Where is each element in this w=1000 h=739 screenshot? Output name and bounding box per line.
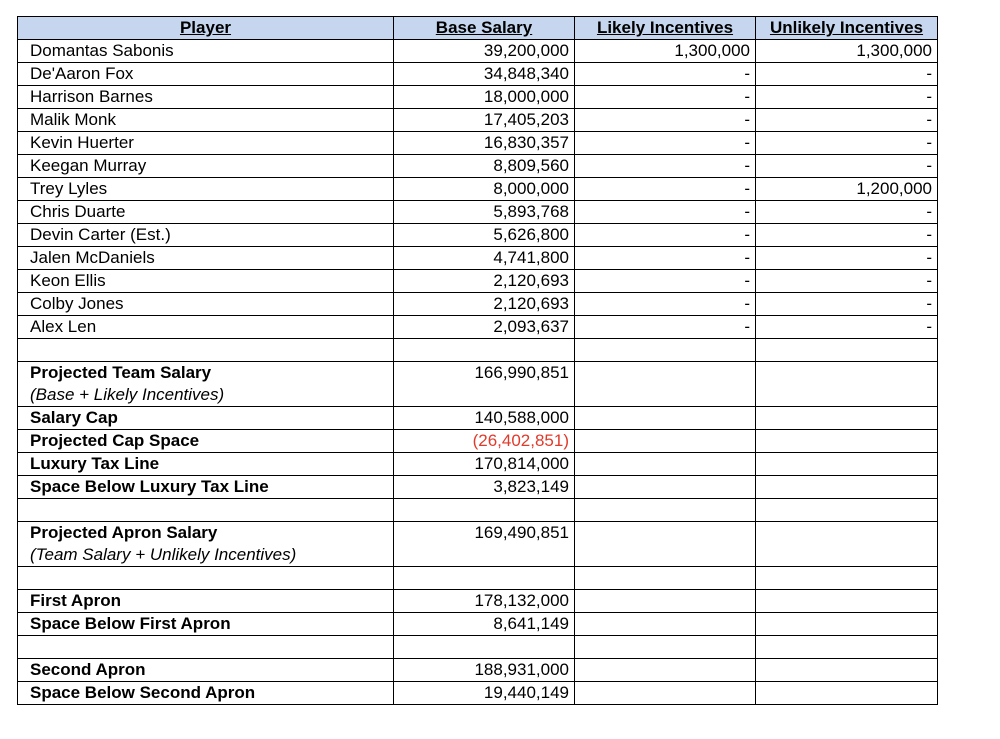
summary-rows: [18, 339, 938, 705]
header-row: [18, 17, 938, 40]
player-unlikely-incentives: -: [756, 109, 938, 132]
player-unlikely-incentives: 1,300,000: [756, 40, 938, 63]
player-unlikely-incentives: -: [756, 270, 938, 293]
player-unlikely-incentives: -: [756, 247, 938, 270]
player-likely-incentives: -: [575, 293, 756, 316]
second-apron-label: Second Apron: [18, 659, 394, 682]
player-likely-incentives: -: [575, 155, 756, 178]
player-name: Colby Jones: [18, 293, 394, 316]
team-salary-value: 166,990,851: [394, 362, 575, 407]
player-row: [18, 178, 938, 201]
player-base-salary: 16,830,357: [394, 132, 575, 155]
player-name: Chris Duarte: [18, 201, 394, 224]
spacer-row: [18, 339, 938, 362]
player-likely-incentives: -: [575, 86, 756, 109]
player-likely-incentives: -: [575, 224, 756, 247]
spacer-row: [18, 636, 938, 659]
team-salary-row: [18, 362, 938, 407]
cap-space-value: (26,402,851): [394, 430, 575, 453]
salary-cap-value: 140,588,000: [394, 407, 575, 430]
player-name: Malik Monk: [18, 109, 394, 132]
player-row: [18, 201, 938, 224]
player-row: [18, 316, 938, 339]
player-likely-incentives: -: [575, 201, 756, 224]
player-unlikely-incentives: -: [756, 293, 938, 316]
salary-table: [17, 16, 938, 705]
below-tax-row: [18, 476, 938, 499]
second-apron-row: [18, 659, 938, 682]
luxury-tax-row: [18, 453, 938, 476]
header-player: Player: [18, 17, 394, 40]
player-base-salary: 2,093,637: [394, 316, 575, 339]
player-row: [18, 155, 938, 178]
player-name: Kevin Huerter: [18, 132, 394, 155]
first-apron-label: First Apron: [18, 590, 394, 613]
player-name: Devin Carter (Est.): [18, 224, 394, 247]
player-name: Jalen McDaniels: [18, 247, 394, 270]
player-base-salary: 8,000,000: [394, 178, 575, 201]
player-row: [18, 293, 938, 316]
apron-salary-row: [18, 522, 938, 567]
player-likely-incentives: 1,300,000: [575, 40, 756, 63]
player-row: [18, 247, 938, 270]
player-row: [18, 224, 938, 247]
player-name: De'Aaron Fox: [18, 63, 394, 86]
spacer-row: [18, 499, 938, 522]
player-likely-incentives: -: [575, 63, 756, 86]
player-likely-incentives: -: [575, 109, 756, 132]
first-apron-row: [18, 590, 938, 613]
player-unlikely-incentives: -: [756, 316, 938, 339]
below-tax-value: 3,823,149: [394, 476, 575, 499]
apron-salary-label: Projected Apron Salary: [30, 523, 218, 542]
cap-space-row: [18, 430, 938, 453]
below-first-apron-value: 8,641,149: [394, 613, 575, 636]
below-second-apron-row: [18, 682, 938, 705]
player-base-salary: 2,120,693: [394, 293, 575, 316]
cap-space-label: Projected Cap Space: [18, 430, 394, 453]
player-name: Domantas Sabonis: [18, 40, 394, 63]
team-salary-note: (Base + Likely Incentives): [30, 385, 225, 404]
player-base-salary: 8,809,560: [394, 155, 575, 178]
player-base-salary: 17,405,203: [394, 109, 575, 132]
player-row: [18, 40, 938, 63]
player-likely-incentives: -: [575, 178, 756, 201]
player-likely-incentives: -: [575, 316, 756, 339]
luxury-tax-value: 170,814,000: [394, 453, 575, 476]
player-likely-incentives: -: [575, 270, 756, 293]
player-base-salary: 34,848,340: [394, 63, 575, 86]
luxury-tax-label: Luxury Tax Line: [18, 453, 394, 476]
apron-salary-value: 169,490,851: [394, 522, 575, 567]
below-first-apron-label: Space Below First Apron: [18, 613, 394, 636]
player-base-salary: 5,626,800: [394, 224, 575, 247]
salary-cap-row: [18, 407, 938, 430]
first-apron-value: 178,132,000: [394, 590, 575, 613]
player-base-salary: 18,000,000: [394, 86, 575, 109]
below-second-apron-value: 19,440,149: [394, 682, 575, 705]
player-name: Harrison Barnes: [18, 86, 394, 109]
apron-salary-note: (Team Salary + Unlikely Incentives): [30, 545, 297, 564]
player-base-salary: 39,200,000: [394, 40, 575, 63]
player-likely-incentives: -: [575, 132, 756, 155]
below-second-apron-label: Space Below Second Apron: [18, 682, 394, 705]
player-unlikely-incentives: -: [756, 201, 938, 224]
player-base-salary: 5,893,768: [394, 201, 575, 224]
player-row: [18, 63, 938, 86]
second-apron-value: 188,931,000: [394, 659, 575, 682]
player-unlikely-incentives: -: [756, 86, 938, 109]
player-row: [18, 132, 938, 155]
header-unlikely-incentives: Unlikely Incentives: [756, 17, 938, 40]
salary-cap-label: Salary Cap: [18, 407, 394, 430]
player-likely-incentives: -: [575, 247, 756, 270]
player-unlikely-incentives: -: [756, 155, 938, 178]
spacer-row: [18, 567, 938, 590]
header-base-salary: Base Salary: [394, 17, 575, 40]
player-unlikely-incentives: 1,200,000: [756, 178, 938, 201]
player-base-salary: 4,741,800: [394, 247, 575, 270]
player-rows: [18, 40, 938, 339]
player-row: [18, 86, 938, 109]
player-base-salary: 2,120,693: [394, 270, 575, 293]
player-unlikely-incentives: -: [756, 63, 938, 86]
player-row: [18, 270, 938, 293]
below-first-apron-row: [18, 613, 938, 636]
player-unlikely-incentives: -: [756, 224, 938, 247]
header-likely-incentives: Likely Incentives: [575, 17, 756, 40]
player-name: Keon Ellis: [18, 270, 394, 293]
below-tax-label: Space Below Luxury Tax Line: [18, 476, 394, 499]
player-name: Alex Len: [18, 316, 394, 339]
player-row: [18, 109, 938, 132]
player-name: Keegan Murray: [18, 155, 394, 178]
team-salary-label: Projected Team Salary: [30, 363, 212, 382]
player-name: Trey Lyles: [18, 178, 394, 201]
player-unlikely-incentives: -: [756, 132, 938, 155]
